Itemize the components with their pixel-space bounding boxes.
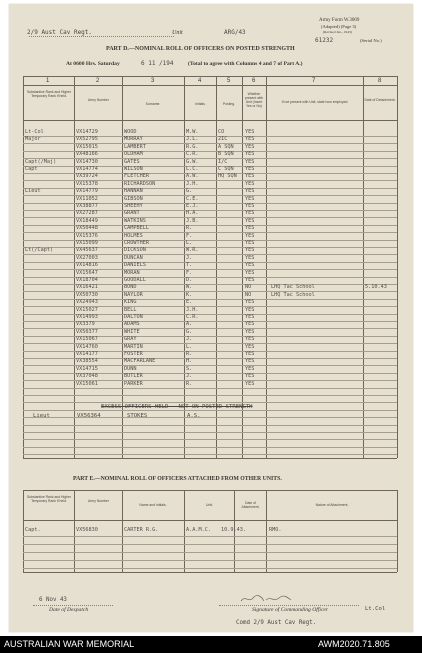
e-row-cell-unit: A.A.M.C. — [186, 527, 211, 533]
row-cell-date: 5.10.43 — [365, 284, 387, 291]
col-line-8 — [397, 76, 398, 458]
row-cell-name: GRANT — [124, 210, 140, 217]
row-cell-init: K. — [186, 291, 193, 298]
table-d-numline — [23, 85, 397, 86]
e-table-row-rule — [23, 536, 397, 537]
col-header-employed: If not present with Unit, state how employed. — [281, 100, 349, 104]
row-cell-num: VX3379 — [76, 321, 95, 328]
table-d-top — [23, 76, 397, 77]
col-line-3 — [184, 76, 185, 458]
row-cell-name: ADAMS — [124, 321, 140, 328]
table-d-bottom — [23, 458, 397, 459]
row-cell-name: DUNCAN — [124, 254, 143, 261]
archive-name: AUSTRALIAN WAR MEMORIAL — [4, 639, 135, 649]
row-cell-num: VX15099 — [76, 240, 98, 246]
row-cell-present: YES — [245, 336, 255, 343]
table-row-rule — [23, 388, 397, 389]
row-cell-present: YES — [245, 173, 255, 180]
row-cell-present: YES — [245, 217, 255, 224]
row-cell-num: VX15015 — [76, 143, 98, 150]
row-cell-init: G. — [186, 188, 193, 195]
row-cell-present: YES — [245, 188, 255, 195]
row-cell-name: DUNN — [124, 365, 137, 372]
row-cell-init: A. — [186, 321, 193, 328]
row-cell-present: YES — [245, 129, 255, 135]
table-row-rule — [23, 447, 397, 448]
unit-label: Unit — [172, 30, 183, 36]
row-cell-name: MACFARLANE — [124, 358, 156, 365]
row-cell-name: RICHARDSON — [124, 180, 156, 187]
row-cell-present: YES — [245, 299, 255, 306]
row-cell-num: VX38554 — [76, 358, 98, 365]
row-cell-init: G. — [186, 328, 193, 335]
row-cell-present: YES — [245, 158, 255, 165]
row-cell-present: YES — [245, 136, 255, 143]
row-cell-rank: Major — [25, 136, 41, 143]
at-time-label: At 0600 Hrs. Saturday — [66, 61, 120, 67]
row-cell-init: L.C. — [186, 166, 199, 172]
row-cell-name: FOSTER — [124, 351, 143, 357]
row-cell-present: YES — [245, 343, 255, 350]
row-cell-name: LAMBERT — [124, 143, 146, 150]
row-cell-name: WHITE — [124, 328, 140, 335]
e-table-row-rule — [23, 544, 397, 545]
row-cell-num: VX16421 — [76, 284, 98, 291]
row-cell-present: YES — [245, 151, 255, 158]
row-cell-name: GIBSON — [124, 195, 143, 202]
despatch-underline — [33, 605, 113, 606]
row-cell-rank: Capt(/Maj) — [25, 158, 57, 165]
row-cell-post: C SQN — [218, 166, 234, 172]
signature-rank: Lt.Col — [365, 606, 386, 612]
row-cell-note: LHQ Tac School — [271, 291, 315, 298]
row-cell-name: GATES — [124, 158, 140, 165]
row-cell-num: VX27287 — [76, 210, 98, 217]
e-header-name: Name and Initials. — [139, 503, 167, 507]
row-cell-post: A SQN — [218, 143, 234, 150]
row-cell-present: YES — [245, 195, 255, 202]
row-cell-present: YES — [245, 166, 255, 172]
col-num-7: 7 — [312, 78, 316, 84]
row-cell-init: C.R. — [186, 151, 199, 158]
row-cell-name: CAMPBELL — [124, 225, 149, 232]
table-row-rule — [23, 425, 397, 426]
e-row-cell-num: VX56830 — [76, 527, 98, 533]
table-row-rule — [23, 454, 397, 455]
row-cell-num: VX38877 — [76, 203, 98, 209]
col-header-posting: Posting. — [222, 102, 236, 106]
row-cell-init: M.W. — [186, 129, 199, 135]
row-cell-present: NO — [245, 284, 252, 291]
row-cell-name: WOOD — [124, 129, 137, 135]
row-cell-num: VX15067 — [76, 336, 98, 343]
row-cell-init: C.E. — [186, 195, 199, 202]
row-cell-present: YES — [245, 328, 255, 335]
row-cell-num: VX14816 — [76, 262, 98, 269]
total-note: (Total to agree with Columns 4 and 7 of Part A.) — [188, 61, 303, 67]
row-cell-num: VX14779 — [76, 188, 98, 195]
col-line-2 — [122, 76, 123, 458]
row-cell-init: W.R. — [186, 247, 199, 254]
row-cell-present: YES — [245, 351, 255, 357]
table-e-headline — [23, 520, 397, 521]
row-cell-init: J. — [186, 336, 193, 343]
row-cell-num: VX14715 — [76, 365, 98, 372]
row-cell-init: W. — [186, 284, 193, 291]
despatch-label: Date of Despatch — [49, 607, 89, 613]
col-line-6 — [266, 76, 267, 458]
row-cell-name: MARTIN — [124, 343, 143, 350]
row-cell-name: BOND — [124, 284, 137, 291]
row-cell-name: MURRAY — [124, 136, 143, 143]
row-cell-present: YES — [245, 247, 255, 254]
signature-underline — [219, 605, 359, 606]
serial-number: 61232 — [315, 37, 334, 44]
row-cell-num: VX52795 — [76, 136, 98, 143]
row-cell-num: VX50448 — [76, 225, 98, 232]
e-table-row-rule — [23, 560, 397, 561]
row-cell-present: YES — [245, 225, 255, 232]
excess-rank: Lieut — [33, 413, 50, 419]
row-cell-init: L. — [186, 343, 193, 350]
row-cell-present: YES — [245, 254, 255, 261]
col-num-3: 3 — [151, 78, 155, 84]
e-row-cell-date: 10.9.43. — [221, 527, 246, 533]
row-cell-name: BUTLER — [124, 373, 143, 380]
row-cell-init: H. — [186, 358, 193, 365]
row-cell-rank: Lt-Col — [25, 129, 44, 135]
row-cell-present: YES — [245, 210, 255, 217]
row-cell-rank: Lieut — [25, 188, 41, 195]
signature-label: Signature of Commanding Officer — [252, 607, 329, 613]
row-cell-present: NO — [245, 291, 252, 298]
unit-underline — [29, 36, 174, 37]
col-header-initials: Initials. — [195, 102, 206, 106]
e-row-cell-rank: Capt. — [25, 527, 41, 533]
row-cell-rank: Lt(/Capt) — [25, 247, 54, 254]
col-num-6: 6 — [252, 78, 256, 84]
e-row-cell-nature: RMO. — [269, 527, 282, 533]
row-cell-name: PARKER — [124, 380, 143, 387]
row-cell-name: DALTON — [124, 314, 143, 320]
table-row-rule — [23, 395, 397, 396]
row-cell-init: R. — [186, 351, 193, 357]
row-cell-name: SHEEHY — [124, 203, 143, 209]
row-cell-num: VX15061 — [76, 380, 98, 387]
row-cell-name: NAYLOR — [124, 291, 143, 298]
document-page — [9, 4, 413, 632]
table-d-headline — [23, 120, 397, 121]
despatch-date: 6 Nov 43 — [39, 597, 67, 603]
col-line-1 — [74, 76, 75, 458]
row-cell-init: D. — [186, 277, 193, 283]
row-cell-num: VX37048 — [76, 373, 98, 380]
row-cell-post: HQ SQN — [218, 173, 237, 180]
row-cell-present: YES — [245, 232, 255, 239]
row-cell-present: YES — [245, 306, 255, 313]
row-cell-num: VX14729 — [76, 129, 98, 135]
row-cell-init: R.G. — [186, 143, 199, 150]
row-cell-num: VX48166 — [76, 151, 98, 158]
row-cell-note: LHQ Tac School — [271, 284, 315, 291]
row-cell-init: F. — [186, 269, 193, 276]
row-cell-present: YES — [245, 380, 255, 387]
e-header-rank: Substantive Rank and Higher Temporary Rank if held. — [26, 495, 72, 503]
row-cell-present: YES — [245, 203, 255, 209]
col-num-5: 5 — [227, 78, 231, 84]
row-cell-name: HOLMES — [124, 232, 143, 239]
part-e-title: PART E.—NOMINAL ROLL OF OFFICERS ATTACHED FROM OTHER UNITS. — [73, 476, 282, 482]
row-cell-num: VX27003 — [76, 254, 98, 261]
excess-initials: A.S. — [187, 413, 201, 419]
row-cell-num: VX45637 — [76, 247, 98, 254]
row-cell-init: F. — [186, 232, 193, 239]
archive-reference: AWM2020.71.805 — [318, 639, 390, 649]
row-cell-name: BELL — [124, 306, 137, 313]
row-cell-name: DANIELS — [124, 262, 146, 269]
col-line-4 — [216, 76, 217, 458]
row-cell-init: J. — [186, 373, 193, 380]
row-cell-post: I/C — [218, 158, 228, 165]
row-cell-num: VX14774 — [76, 166, 98, 172]
col-header-present: Whether present with Unit (Insert Yes or No) — [244, 92, 264, 108]
e-table-row-rule — [23, 552, 397, 553]
row-cell-init: R. — [186, 380, 193, 387]
col-line-5 — [242, 76, 243, 458]
row-cell-num: VX14993 — [76, 314, 98, 320]
archive-caption-bar — [0, 636, 422, 653]
unit-code: ARG/43 — [224, 29, 246, 36]
row-cell-present: YES — [245, 143, 255, 150]
row-cell-num: VX50377 — [76, 328, 98, 335]
row-cell-num: VX14730 — [76, 158, 98, 165]
row-cell-num: VX24943 — [76, 299, 98, 306]
roll-date: 6 11 /194 — [141, 60, 174, 67]
row-cell-num: VX18704 — [76, 277, 98, 283]
row-cell-num: VX14760 — [76, 343, 98, 350]
row-cell-rank: Capt — [25, 166, 38, 172]
row-cell-num: VX15376 — [76, 232, 98, 239]
row-cell-name: GRAY — [124, 336, 137, 343]
serial-label: (Serial No.) — [360, 38, 382, 43]
row-cell-present: YES — [245, 373, 255, 380]
row-cell-num: VX15378 — [76, 180, 98, 187]
col-line-7 — [363, 76, 364, 458]
row-cell-present: YES — [245, 180, 255, 187]
row-cell-num: VX50730 — [76, 291, 98, 298]
unit-typed: 2/9 Aust Cav Regt. — [27, 29, 93, 36]
e-table-row-rule — [23, 568, 397, 569]
col-header-surname: Surname. — [145, 102, 161, 106]
row-cell-init: J.B. — [186, 217, 199, 224]
row-cell-name: GOODALL — [124, 277, 146, 283]
table-e-bottom — [23, 572, 397, 573]
col-num-1: 1 — [46, 78, 50, 84]
excess-name: STOKES — [127, 413, 148, 419]
row-cell-init: L. — [186, 240, 193, 246]
row-cell-present: YES — [245, 358, 255, 365]
e-row-cell-name: CARTER R.G. — [124, 527, 159, 533]
col-num-2: 2 — [96, 78, 100, 84]
row-cell-name: MORAN — [124, 269, 140, 276]
excess-officers-label: EXCESS OFFICERS HELD - NOT ON POSTED STRENGTH — [101, 404, 253, 410]
row-cell-present: YES — [245, 314, 255, 320]
col-header-rank: Substantive Rank and Higher Temporary Rank if held. — [26, 90, 72, 98]
row-cell-name: HANNAN — [124, 188, 143, 195]
row-cell-num: VX11052 — [76, 195, 98, 202]
col-line-0 — [23, 76, 24, 458]
command-line: Comd 2/9 Aust Cav Regt. — [236, 620, 317, 626]
row-cell-num: VX39724 — [76, 173, 98, 180]
col-header-detachment: Date of Detachment. — [364, 98, 396, 102]
row-cell-init: E. — [186, 299, 193, 306]
row-cell-num: VX14177 — [76, 351, 98, 357]
table-row-rule — [23, 439, 397, 440]
row-cell-init: J.L. — [186, 136, 199, 143]
form-adapted: (Adapted) (Page 3) — [321, 24, 357, 29]
row-cell-init: H.A. — [186, 210, 199, 217]
row-cell-post: B SQN — [218, 151, 234, 158]
row-cell-name: FLETCHER — [124, 173, 149, 180]
row-cell-name: CROWTHER — [124, 240, 149, 246]
row-cell-name: WILSON — [124, 166, 143, 172]
row-cell-init: J.H. — [186, 180, 199, 187]
row-cell-present: YES — [245, 277, 255, 283]
row-cell-init: G.W. — [186, 158, 199, 165]
row-cell-num: VX18449 — [76, 217, 98, 224]
row-cell-init: R. — [186, 225, 193, 232]
row-cell-name: KING — [124, 299, 137, 306]
row-cell-init: J.H. — [186, 306, 199, 313]
row-cell-init: S. — [186, 365, 193, 372]
e-col-line-6 — [397, 490, 398, 572]
col-num-8: 8 — [378, 78, 382, 84]
e-header-unit: Unit. — [206, 503, 213, 507]
row-cell-num: VX15647 — [76, 269, 98, 276]
row-cell-present: YES — [245, 240, 255, 246]
row-cell-init: T. — [186, 262, 193, 269]
table-row-rule — [23, 432, 397, 433]
excess-number: VX56364 — [77, 413, 101, 419]
row-cell-init: C.R. — [186, 314, 199, 320]
e-header-nature: Nature of Attachment. — [315, 503, 349, 507]
signature-scribble — [239, 593, 299, 605]
table-e-top — [23, 490, 397, 491]
e-header-army-number: Army Number — [88, 499, 109, 503]
col-num-4: 4 — [198, 78, 202, 84]
row-cell-present: YES — [245, 269, 255, 276]
row-cell-init: E.J. — [186, 203, 199, 209]
row-cell-init: A.W. — [186, 173, 199, 180]
row-cell-present: YES — [245, 365, 255, 372]
part-d-title: PART D.—NOMINAL ROLL OF OFFICERS ON POSTED STRENGTH — [106, 46, 295, 52]
form-revised: (Revised Jan., 1943) — [323, 30, 352, 34]
form-number: Army Form W.3009 — [319, 18, 360, 23]
row-cell-present: YES — [245, 321, 255, 328]
row-cell-post: 2IC — [218, 136, 228, 143]
row-cell-post: CO — [218, 129, 225, 135]
col-header-army-number: Army Number — [88, 98, 109, 102]
row-cell-init: J. — [186, 254, 193, 261]
row-cell-name: WATKINS — [124, 217, 146, 224]
row-cell-present: YES — [245, 262, 255, 269]
row-cell-name: DICKSON — [124, 247, 146, 254]
row-cell-name: OLDHAM — [124, 151, 143, 158]
row-cell-num: VX15027 — [76, 306, 98, 313]
e-header-date: Date of Attachment. — [241, 501, 260, 509]
